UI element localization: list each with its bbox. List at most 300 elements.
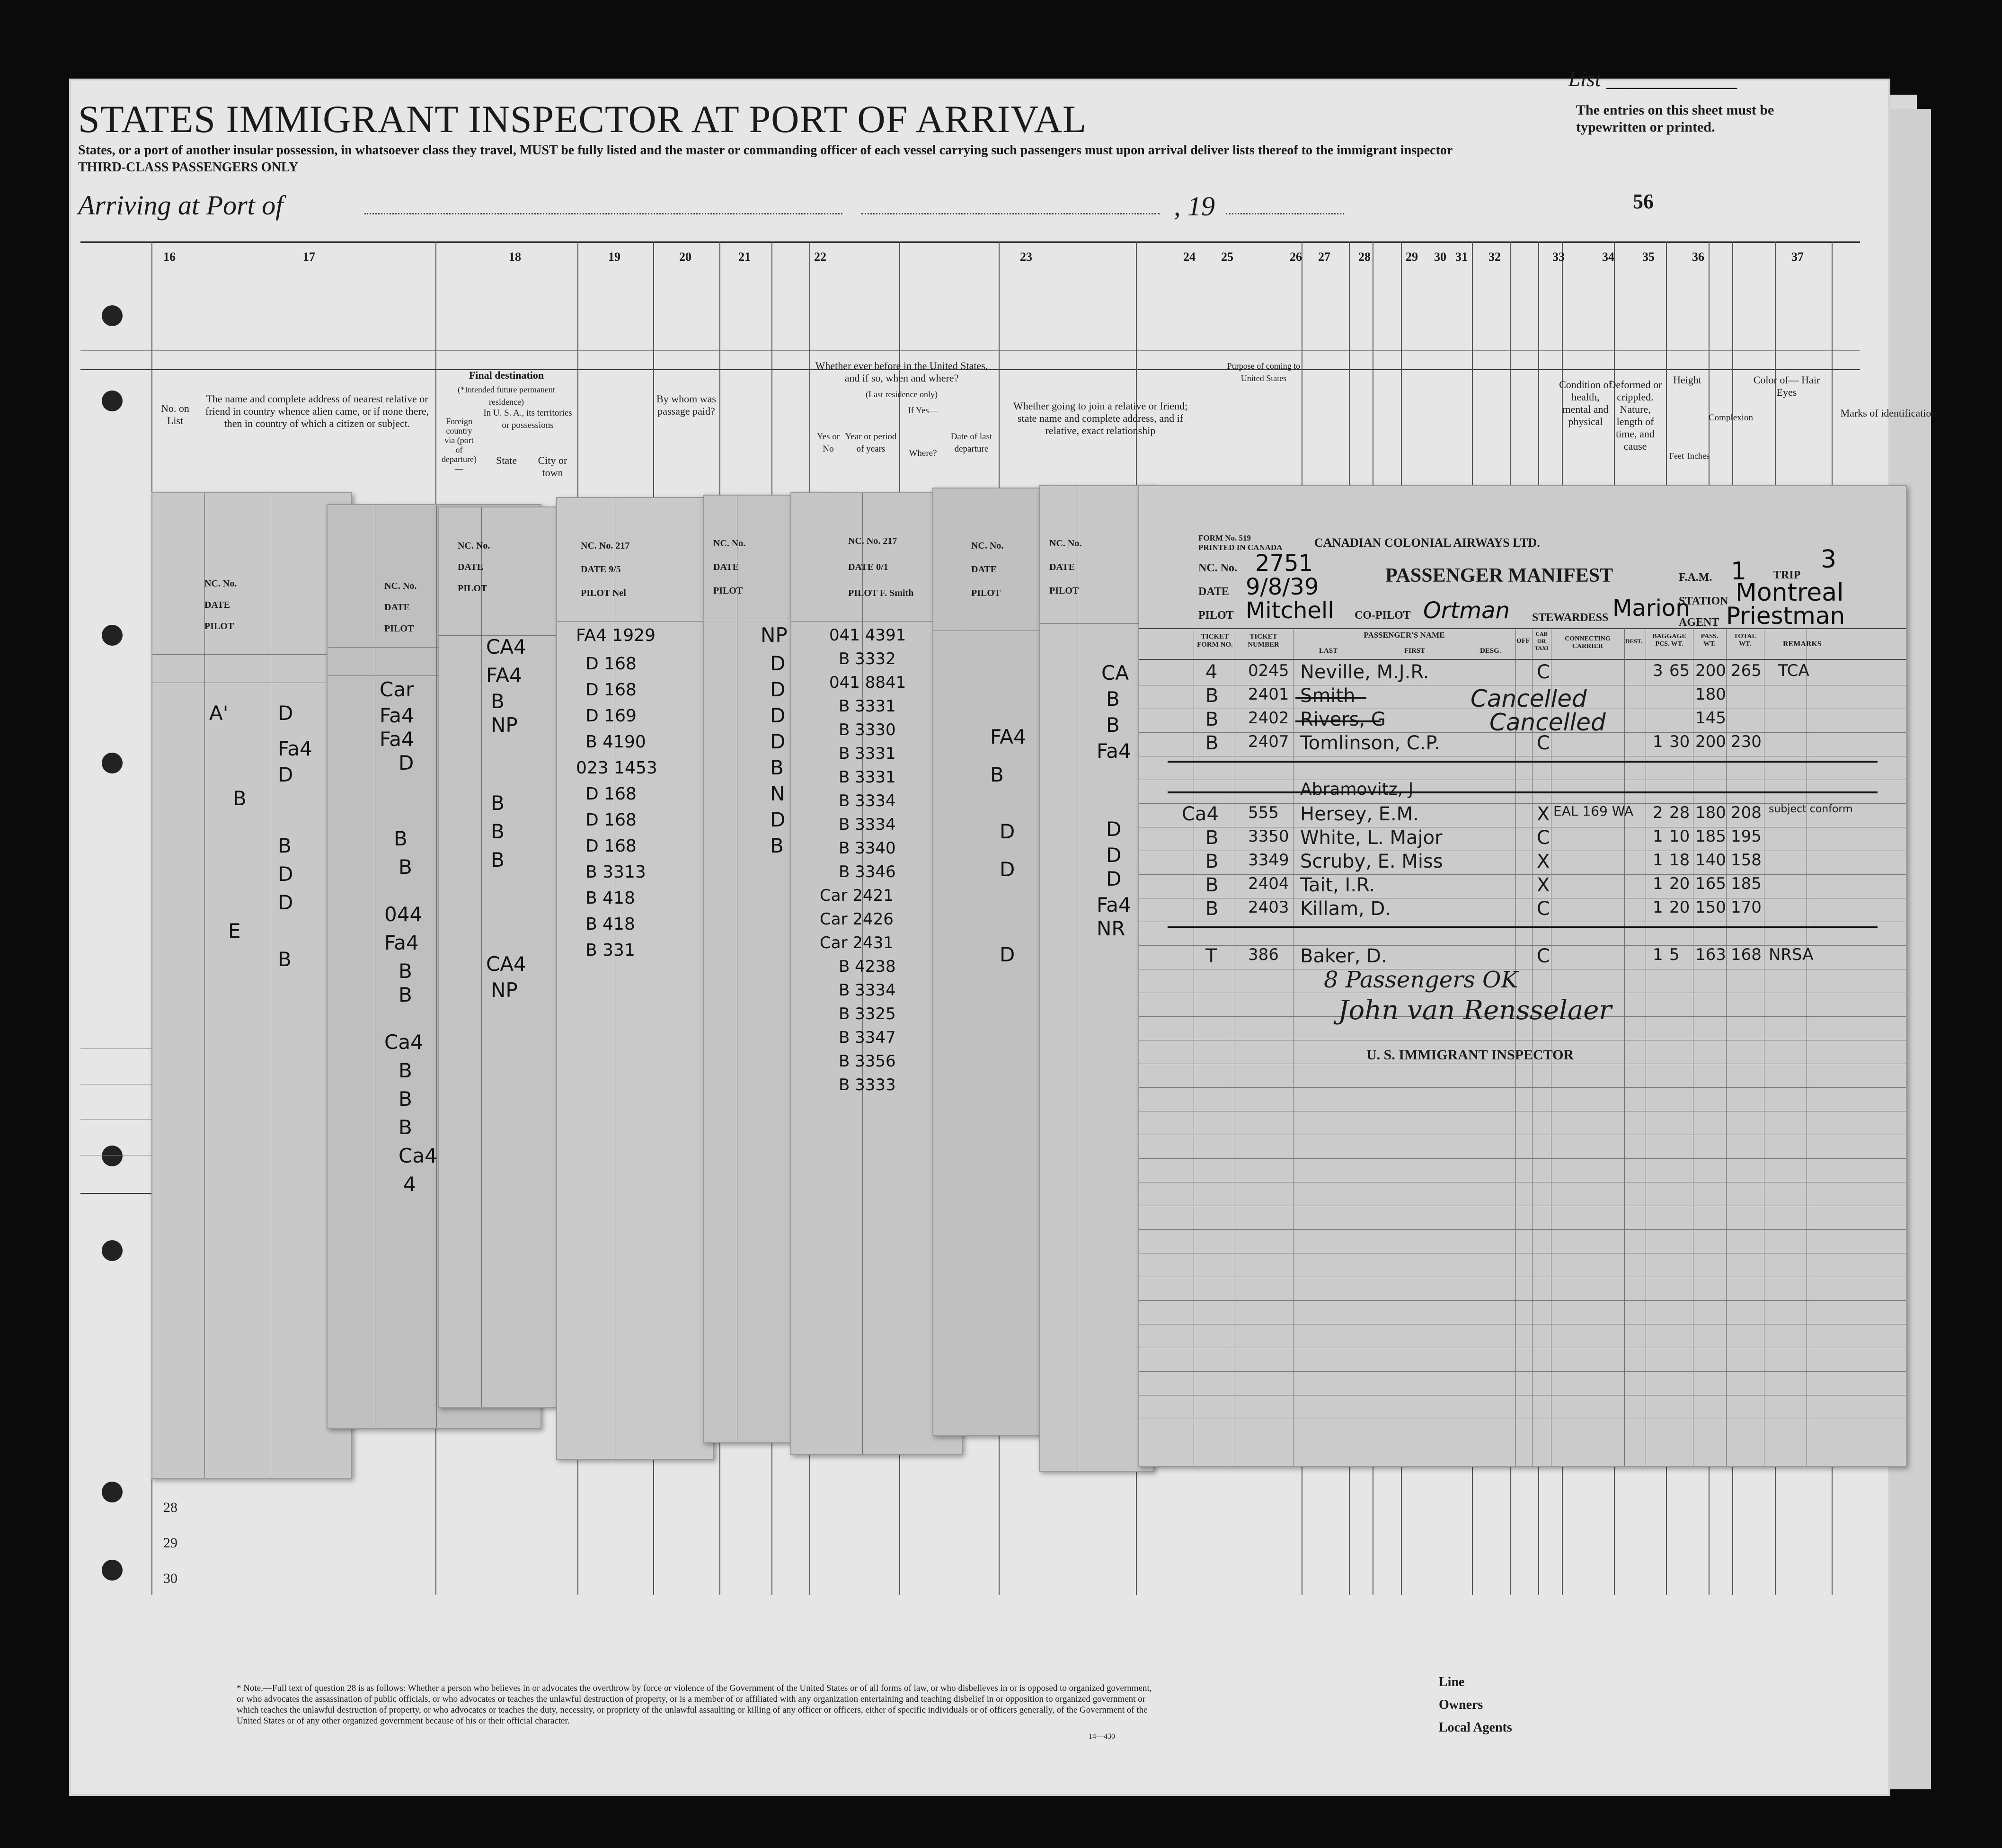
row-name: Tomlinson, C.P.	[1300, 732, 1440, 754]
manifest-col-header: OFF	[1516, 638, 1530, 645]
strikethrough	[1168, 926, 1878, 928]
row-ticket: 3350	[1248, 827, 1289, 846]
manifest-col-header: TICKET NUMBER	[1248, 633, 1279, 649]
row-form: B	[1205, 851, 1219, 872]
row-name: Rivers, G	[1300, 709, 1386, 730]
handwritten-entry: D	[1000, 943, 1015, 966]
slip-no-label: NC. No.	[458, 541, 490, 551]
handwritten-entry: B 3334	[839, 791, 896, 810]
handwritten-entry: B 418	[585, 915, 635, 934]
row-carrier: Cancelled	[1470, 685, 1587, 712]
row-name: Scruby, E. Miss	[1300, 851, 1443, 872]
year-prefix: , 19	[1174, 191, 1215, 222]
slip-pilot-label: PILOT	[458, 583, 487, 594]
form-number: 14—430	[1089, 1732, 1115, 1741]
row-ticket: 2403	[1248, 898, 1289, 917]
handwritten-entry: Ca4	[399, 1144, 437, 1167]
strikethrough	[1168, 791, 1878, 793]
manifest-date-value: 9/8/39	[1246, 574, 1319, 600]
row-bagwt: 5	[1669, 945, 1680, 964]
column-header: The name and complete address of nearest relative or friend in country whence alien came, or if none there, then in country of which a citizen or subject.	[205, 393, 429, 429]
arriving-label: Arriving at Port of	[78, 190, 283, 221]
handwritten-entry: Car 2421	[820, 886, 894, 905]
row-form: Ca4	[1182, 803, 1219, 825]
row-ticket: 386	[1248, 945, 1279, 964]
owners-label: Owners	[1439, 1697, 1483, 1712]
row-cab: C	[1537, 898, 1550, 920]
handwritten-entry: NP	[761, 623, 788, 647]
slip-no-label: NC. No.	[384, 581, 417, 591]
slip-date-label: DATE	[713, 562, 739, 572]
row-cab: C	[1537, 827, 1550, 849]
row-carrier: EAL 169 WA	[1553, 803, 1633, 819]
row-total: 158	[1731, 851, 1762, 870]
row-bagwt: 20	[1669, 874, 1690, 893]
handwritten-entry: B	[399, 1059, 412, 1082]
manifest-row	[1168, 661, 1896, 685]
handwritten-entry: D 168	[585, 810, 637, 830]
column-header: (Last residence only)	[866, 390, 938, 399]
form-title: STATES IMMIGRANT INSPECTOR AT PORT OF ARRIVAL	[78, 98, 1087, 141]
column-number: 32	[1488, 250, 1501, 264]
manifest-agent-label: AGENT	[1679, 616, 1719, 629]
rule	[436, 505, 437, 1428]
manifest-agent-value: Priestman	[1726, 602, 1845, 630]
column-number: 21	[738, 250, 751, 264]
column-number: 26	[1290, 250, 1302, 264]
row-total: 185	[1731, 874, 1762, 893]
manifest-copilot-label: CO-PILOT	[1355, 609, 1411, 622]
handwritten-entry: Car 2426	[820, 910, 894, 929]
handwritten-entry: D	[278, 862, 293, 886]
handwritten-entry: B 3334	[839, 815, 896, 834]
handwritten-entry: B 3325	[839, 1004, 896, 1023]
grid-line	[80, 241, 1860, 243]
row-pass: 200	[1695, 732, 1726, 751]
row-pass: 145	[1695, 709, 1726, 728]
slip-no-label: NC. No. 217	[581, 541, 630, 551]
rule	[1139, 1300, 1906, 1301]
manifest-col-header: REMARKS	[1783, 640, 1822, 648]
column-number: 29	[1406, 250, 1418, 264]
passenger-manifest-slip	[1138, 485, 1907, 1467]
handwritten-entry: B 3333	[839, 1075, 896, 1094]
slip-date-label: DATE	[1049, 562, 1075, 572]
rule	[1139, 1158, 1906, 1159]
handwritten-entry: D	[770, 652, 786, 675]
slip-date-label: DATE	[204, 600, 230, 610]
underlying-manifest-slip	[556, 497, 714, 1460]
manifest-row	[1168, 709, 1896, 736]
handwritten-entry: B	[491, 820, 505, 843]
handwritten-entry: B 3334	[839, 981, 896, 1000]
handwritten-entry: CA4	[486, 635, 526, 658]
port-field	[364, 213, 842, 214]
row-name: Hersey, E.M.	[1300, 803, 1419, 825]
column-number: 35	[1642, 250, 1655, 264]
column-number: 28	[1358, 250, 1371, 264]
column-number: 27	[1318, 250, 1330, 264]
column-number: 36	[1692, 250, 1704, 264]
row-bag: 1	[1653, 851, 1663, 870]
handwritten-entry: Fa4	[380, 704, 414, 727]
subtitle-line: THIRD-CLASS PASSENGERS ONLY	[78, 160, 299, 175]
row-remarks: TCA	[1778, 661, 1809, 680]
handwritten-entry: B	[233, 787, 247, 810]
slip-pilot-label: PILOT	[204, 621, 234, 631]
row-bag: 1	[1653, 945, 1663, 964]
slip-date-label: DATE	[458, 562, 484, 572]
handwritten-entry: B 3346	[839, 862, 896, 881]
handwritten-entry: D 168	[585, 784, 637, 804]
row-pass: 140	[1695, 851, 1726, 870]
handwritten-entry: D	[278, 702, 293, 725]
slip-date-label: DATE	[384, 602, 410, 613]
row-ticket: 3349	[1248, 851, 1289, 870]
handwritten-entry: Fa4	[380, 728, 414, 751]
handwritten-entry: D	[770, 730, 786, 753]
row-ticket: 2407	[1248, 732, 1289, 751]
column-number: 20	[679, 250, 691, 264]
handwritten-entry: Fa4	[384, 931, 419, 954]
row-pass: 180	[1695, 685, 1726, 704]
slip-pilot-label: PILOT	[713, 586, 743, 596]
column-header: Yes or No	[816, 432, 840, 454]
manifest-col-header: BAGGAGE PCS. WT.	[1652, 633, 1686, 648]
column-header: No. on List	[161, 402, 189, 426]
handwritten-entry: B	[770, 756, 784, 779]
list-label: List ____________	[1568, 67, 1737, 91]
handwritten-entry: D	[770, 808, 786, 831]
handwritten-entry: B	[491, 690, 505, 713]
handwritten-entry: Fa4	[1097, 739, 1131, 763]
row-name: Abramovitz, J	[1300, 780, 1414, 799]
rule	[481, 507, 482, 1407]
slip-no-label: NC. No.	[971, 541, 1004, 551]
form-subtitle	[78, 142, 1545, 176]
row-number: 30	[163, 1571, 177, 1586]
row-total: 208	[1731, 803, 1762, 822]
row-remarks: subject conform	[1769, 803, 1853, 815]
row-bag: 3	[1653, 661, 1663, 680]
column-number: 37	[1791, 250, 1804, 264]
row-cab: X	[1537, 851, 1550, 872]
row-pass: 200	[1695, 661, 1726, 680]
slip-pilot-label: PILOT F. Smith	[848, 588, 914, 598]
row-form: B	[1205, 685, 1219, 707]
handwritten-entry: B 3313	[585, 862, 646, 882]
handwritten-entry: B 4238	[839, 957, 896, 976]
handwritten-entry: B 3340	[839, 839, 896, 858]
manifest-row	[1168, 732, 1896, 756]
slip-no-label: NC. No.	[1049, 538, 1082, 549]
rule	[152, 654, 351, 655]
slip-date-label: DATE 9/5	[581, 564, 621, 575]
slip-date-label: DATE 0/1	[848, 562, 888, 572]
column-header: Deformed or crippled. Nature, length of time, and cause	[1608, 379, 1662, 452]
row-cab: C	[1537, 945, 1550, 967]
handwritten-entry: NP	[491, 713, 518, 737]
row-bagwt: 65	[1669, 661, 1690, 680]
column-header: Where?	[909, 448, 937, 458]
handwritten-entry: FA4	[990, 725, 1026, 748]
column-header: State	[496, 454, 517, 466]
manifest-row	[1168, 874, 1896, 898]
handwritten-entry: B	[278, 948, 292, 971]
row-name: Smith	[1300, 685, 1355, 707]
manifest-copilot-value: Ortman	[1423, 597, 1510, 624]
handwritten-entry: 041 4391	[829, 626, 906, 645]
column-number: 18	[509, 250, 521, 264]
manifest-col-subheader: FIRST	[1404, 647, 1426, 655]
handwritten-entry: CA	[1101, 661, 1129, 684]
rule	[1139, 1229, 1906, 1230]
row-name: White, L. Major	[1300, 827, 1443, 849]
column-number: 17	[303, 250, 315, 264]
handwritten-entry: D 169	[585, 706, 637, 726]
row-bag: 1	[1653, 874, 1663, 893]
column-number: 25	[1221, 250, 1233, 264]
slip-no-label: NC. No. 217	[848, 536, 897, 546]
manifest-col-header: CAB OR TAXI	[1534, 631, 1549, 651]
manifest-pilot-label: PILOT	[1198, 609, 1234, 622]
handwritten-entry: Fa4	[1097, 893, 1131, 916]
handwritten-entry: 023 1453	[576, 758, 657, 778]
handwritten-entry: B	[1106, 713, 1120, 737]
date-field	[861, 213, 1160, 214]
handwritten-entry: B	[399, 983, 412, 1006]
grid-line	[80, 350, 1860, 351]
manifest-col-header: PASSENGER'S NAME	[1364, 631, 1445, 640]
row-name: Neville, M.J.R.	[1300, 661, 1429, 683]
row-bagwt: 20	[1669, 898, 1690, 917]
rule	[557, 621, 713, 622]
underlying-manifest-slip	[1039, 485, 1154, 1472]
row-total: 265	[1731, 661, 1762, 680]
slip-no-label: NC. No.	[204, 578, 237, 589]
handwritten-entry: CA4	[486, 952, 526, 976]
manifest-row	[1168, 898, 1896, 922]
row-ticket: 2401	[1248, 685, 1289, 704]
manifest-trip-label: TRIP	[1773, 569, 1801, 581]
handwritten-entry: N	[770, 782, 785, 805]
manifest-col-subheader: LAST	[1319, 647, 1338, 655]
row-bag: 1	[1653, 898, 1663, 917]
manifest-col-header: PASS. WT.	[1701, 633, 1719, 648]
rule	[1040, 623, 1153, 624]
row-bag: 1	[1653, 732, 1663, 751]
row-form: B	[1205, 874, 1219, 896]
strikethrough	[1295, 697, 1366, 699]
row-bag: 2	[1653, 803, 1663, 822]
row-total: 170	[1731, 898, 1762, 917]
footer-labels	[1439, 1671, 1512, 1739]
column-header: Purpose of coming to United States	[1227, 361, 1301, 383]
column-header: Whether going to join a relative or friend; state name and complete address, and if relative, exact relationship	[1013, 400, 1188, 436]
handwritten-entry: Car	[380, 678, 414, 701]
handwritten-entry: B 3331	[839, 768, 896, 787]
handwritten-entry: D	[278, 763, 293, 786]
rule	[1139, 628, 1906, 629]
manifest-no-label: NC. No.	[1198, 562, 1237, 574]
row-ticket: 2404	[1248, 874, 1289, 893]
column-number: 31	[1455, 250, 1468, 264]
handwritten-entry: D	[1000, 820, 1015, 843]
column-header: Foreign country via (port of departure)—	[442, 417, 477, 473]
handwritten-entry: FA4 1929	[576, 626, 656, 645]
line-label: Line	[1439, 1675, 1465, 1689]
manifest-stewardess-value: Marion	[1612, 595, 1690, 622]
row-form: B	[1205, 732, 1219, 754]
row-total: 230	[1731, 732, 1762, 751]
handwritten-entry: B 3331	[839, 697, 896, 716]
column-number: 16	[163, 250, 176, 264]
row-number: 29	[163, 1535, 177, 1551]
manifest-col-header: TICKET FORM NO.	[1197, 633, 1233, 649]
handwritten-entry: B 331	[585, 941, 635, 960]
row-remarks: NRSA	[1769, 945, 1814, 964]
column-number: 30	[1434, 250, 1446, 264]
row-name: Tait, I.R.	[1300, 874, 1375, 896]
column-header: City or town	[538, 454, 567, 479]
row-form: B	[1205, 827, 1219, 849]
handwritten-entry: D	[770, 704, 786, 727]
handwritten-entry: D 168	[585, 680, 637, 700]
underlying-manifest-slip	[151, 492, 352, 1479]
row-cab: X	[1537, 803, 1550, 825]
handwritten-entry: D	[399, 751, 414, 774]
slip-no-label: NC. No.	[713, 538, 746, 549]
handwritten-entry: NP	[491, 978, 518, 1002]
handwritten-entry: 044	[384, 903, 423, 926]
handwritten-entry: Ca4	[384, 1031, 423, 1054]
row-bagwt: 18	[1669, 851, 1690, 870]
handwritten-entry: D	[1106, 844, 1122, 867]
column-number: 22	[814, 250, 826, 264]
handwritten-entry: E	[228, 919, 241, 942]
row-number: 28	[163, 1500, 177, 1515]
column-header: Final destination	[469, 369, 544, 381]
handwritten-entry: B	[990, 763, 1004, 786]
footnote: * Note.—Full text of question 28 is as follows: Whether a person who believes in or advocates the overthrow by force or violence of the Government of the United States or of all forms of law, or who disbelieves in or is opposed to organized government, or who advocates the assassination of public officials, or who advocates or teaches the unlawful destruction of property, or is a member of or affiliated with any organization entertaining and teaching disbelief in or opposition to organized government or which teaches the unlawful destruction of property, or who advocates or teaches the duty, necessity, or propriety of the unlawful assaulting or killing of any officer or officers, either of specific individuals or of officers generally, of the Government of the United States or of any other organized government because of his or their official character.	[237, 1683, 1152, 1726]
column-header: Condition of health, mental and physical	[1559, 379, 1612, 427]
subtitle-line: States, or a port of another insular possession, in whatsoever class they travel, MUST be fully listed and the master or commanding officer of each vessel carrying such passengers must upon arrival deliver lists thereof to the immigrant inspector	[78, 143, 1453, 158]
handwritten-entry: B 3332	[839, 649, 896, 668]
handwritten-entry: B	[1106, 687, 1120, 711]
column-header: Complexion	[1709, 413, 1753, 423]
row-form: B	[1205, 709, 1219, 730]
manifest-flight-value: 1	[1731, 557, 1747, 586]
handwritten-entry: B	[491, 791, 505, 815]
manifest-col-subheader: DESG.	[1480, 647, 1501, 655]
handwritten-entry: B	[399, 1087, 412, 1111]
row-pass: 150	[1695, 898, 1726, 917]
manifest-station-label: STATION	[1679, 595, 1728, 607]
column-header: Marks of identification	[1840, 407, 1937, 419]
manifest-row	[1168, 803, 1896, 827]
handwritten-entry: Car 2431	[820, 933, 894, 952]
manifest-col-header: CONNECTING CARRIER	[1565, 635, 1611, 650]
handwritten-entry: B 3331	[839, 744, 896, 763]
column-number: 24	[1183, 250, 1196, 264]
column-number: 19	[608, 250, 620, 264]
handwritten-entry: NR	[1097, 917, 1125, 940]
handwritten-entry: D	[278, 891, 293, 914]
inspector-label: U. S. IMMIGRANT INSPECTOR	[1366, 1047, 1574, 1063]
handwritten-entry: B 3356	[839, 1052, 896, 1071]
slip-date-label: DATE	[971, 564, 997, 575]
handwritten-entry: D	[1000, 858, 1015, 881]
row-name: Baker, D.	[1300, 945, 1387, 967]
column-header: Height	[1673, 374, 1701, 386]
rule	[1139, 1371, 1906, 1372]
rule	[1139, 659, 1906, 660]
row-ticket: 555	[1248, 803, 1279, 822]
handwritten-entry: D 168	[585, 654, 637, 674]
column-header: In U. S. A., its territories or possessions	[483, 408, 572, 430]
local-agents-label: Local Agents	[1439, 1720, 1512, 1735]
row-bag: 1	[1653, 827, 1663, 846]
handwritten-entry: B 3347	[839, 1028, 896, 1047]
row-pass: 163	[1695, 945, 1726, 964]
row-pass: 165	[1695, 874, 1726, 893]
row-form: B	[1205, 898, 1219, 920]
handwritten-entry: Fa4	[278, 737, 312, 760]
column-header: (*Intended future permanent residence)	[458, 385, 555, 407]
slip-pilot-label: PILOT Nel	[581, 588, 626, 598]
manifest-col-header: TOTAL WT.	[1734, 633, 1756, 648]
handwritten-entry: D 168	[585, 836, 637, 856]
rule	[1139, 1087, 1906, 1088]
sheet-number: 56	[1633, 190, 1654, 213]
manifest-row	[1168, 685, 1896, 712]
handwritten-entry: D	[1106, 817, 1122, 841]
row-form: T	[1205, 945, 1217, 967]
entries-note: The entries on this sheet must be typewritten or printed.	[1576, 102, 1774, 135]
handwritten-entry: D	[1106, 867, 1122, 890]
handwritten-entry: D	[770, 678, 786, 701]
inspector-signature: John van Rensselaer	[1338, 995, 1612, 1026]
handwritten-entry: B 4190	[585, 732, 646, 752]
manifest-col-header: DEST.	[1625, 638, 1643, 645]
row-total: 195	[1731, 827, 1762, 846]
manifest-heading: PASSENGER MANIFEST	[1385, 565, 1613, 586]
manifest-company: CANADIAN COLONIAL AIRWAYS LTD.	[1314, 536, 1540, 550]
rule	[204, 493, 205, 1478]
handwritten-entry: B	[770, 834, 784, 857]
manifest-flight-label: F.A.M.	[1679, 571, 1712, 584]
column-number: 23	[1020, 250, 1032, 264]
row-bagwt: 28	[1669, 803, 1690, 822]
slip-pilot-label: PILOT	[384, 623, 414, 634]
handwritten-entry: B 418	[585, 888, 635, 908]
row-cab: X	[1537, 874, 1550, 896]
handwritten-entry: 041 8841	[829, 673, 906, 692]
row-cab: C	[1537, 661, 1550, 683]
passenger-count-note: 8 Passengers OK	[1324, 967, 1518, 993]
row-bagwt: 30	[1669, 732, 1690, 751]
row-total: 168	[1731, 945, 1762, 964]
handwritten-entry: B	[491, 848, 505, 871]
slip-pilot-label: PILOT	[971, 588, 1001, 598]
manifest-row	[1168, 945, 1896, 969]
slip-pilot-label: PILOT	[1049, 586, 1079, 596]
column-number: 34	[1602, 250, 1614, 264]
strikethrough	[1295, 720, 1381, 722]
row-cab: C	[1537, 732, 1550, 754]
strikethrough	[1168, 761, 1878, 763]
manifest-row	[1168, 851, 1896, 874]
